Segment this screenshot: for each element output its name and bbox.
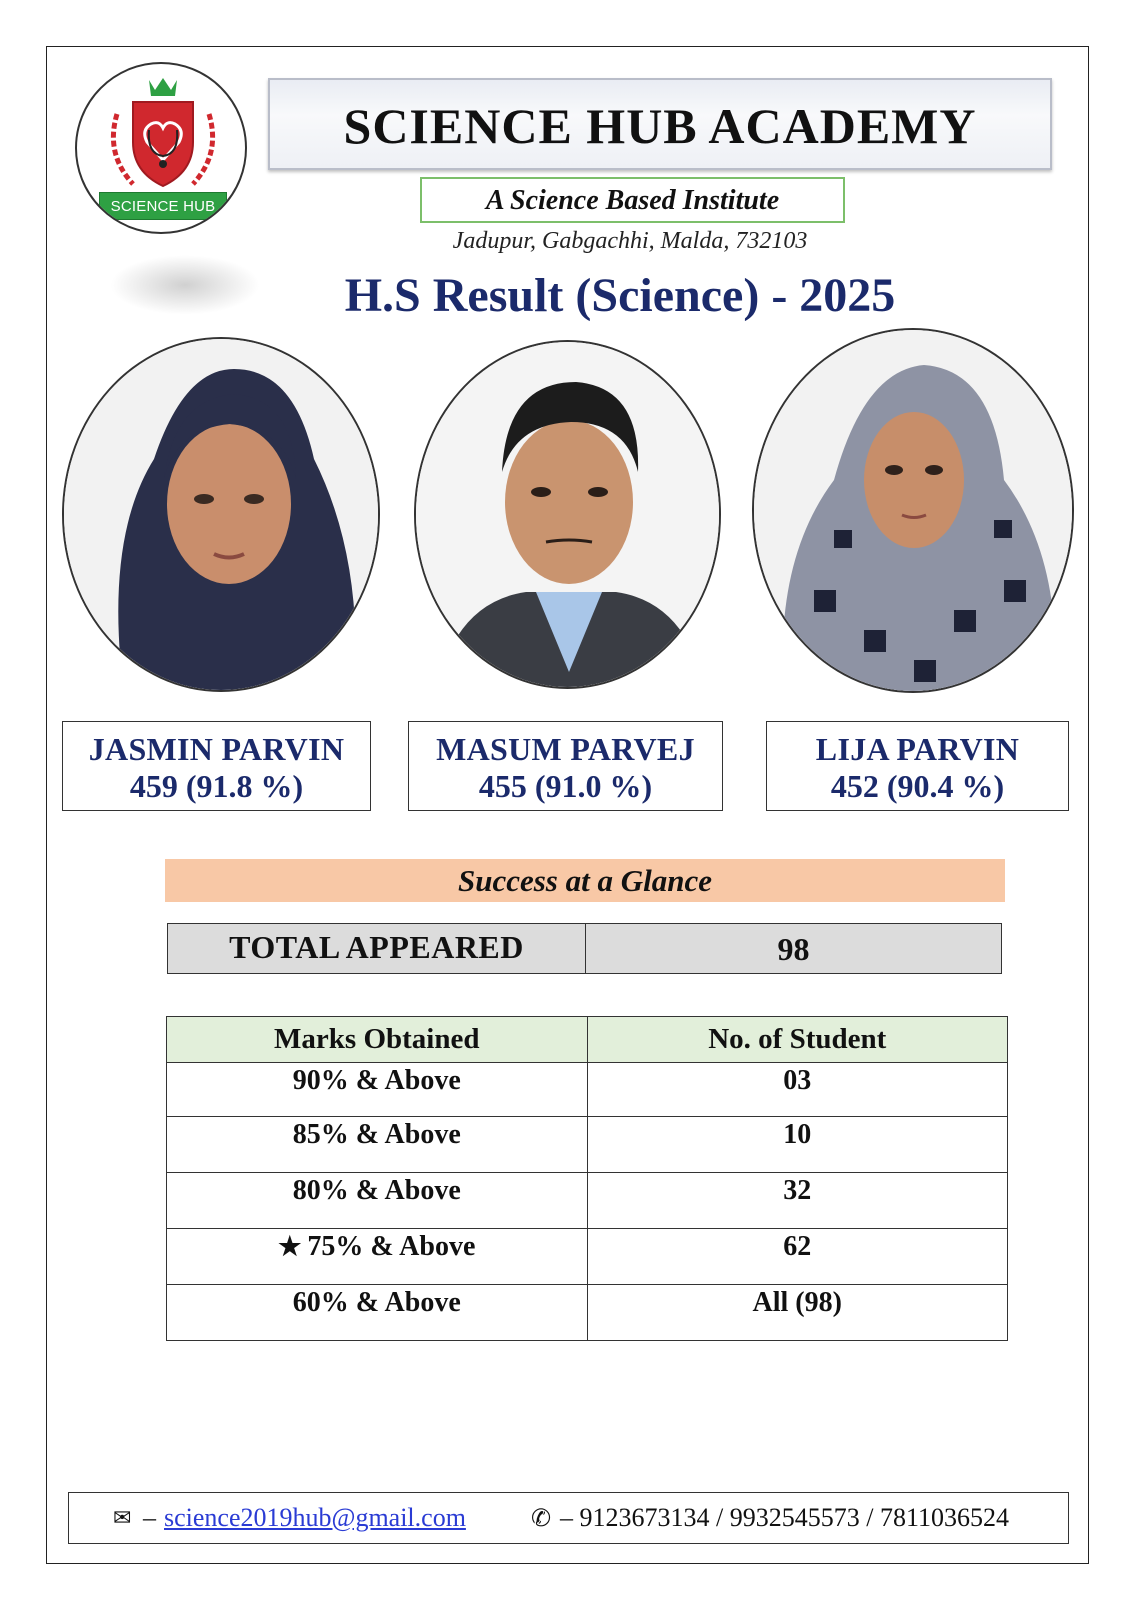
marks-range: 90% & Above: [167, 1063, 588, 1117]
marks-range: 80% & Above: [167, 1173, 588, 1229]
marks-range-cell: [167, 1229, 588, 1285]
column-header-marks: Marks Obtained: [167, 1017, 588, 1063]
student-count: 03: [587, 1063, 1008, 1117]
total-appeared-label: TOTAL APPEARED: [168, 924, 586, 973]
logo-text: SCIENCE HUB: [99, 192, 227, 220]
contact-footer: [68, 1492, 1069, 1544]
topper-card-1: [62, 721, 371, 811]
topper-name: LIJA PARVIN: [815, 731, 1020, 767]
marks-range: 75% & Above: [307, 1231, 476, 1262]
success-band: [165, 859, 1005, 902]
table-row: [167, 1173, 1008, 1229]
subtitle: A Science Based Institute: [485, 185, 780, 216]
total-appeared-row: [167, 923, 1002, 974]
academy-logo: [75, 62, 247, 234]
topper-score: 455 (91.0 %): [478, 768, 653, 804]
topper-score: 459 (91.8 %): [129, 768, 304, 804]
star-icon: ★: [278, 1232, 302, 1261]
table-row: [167, 1117, 1008, 1173]
topper-card-2: [408, 721, 723, 811]
success-band-label: Success at a Glance: [457, 863, 712, 898]
topper-photo-2: [414, 340, 721, 689]
topper-photo-3: [752, 328, 1074, 693]
student-count: 32: [587, 1173, 1008, 1229]
phone-icon: ✆: [531, 1504, 552, 1532]
table-header-row: [167, 1017, 1008, 1063]
student-count: 62: [587, 1229, 1008, 1285]
topper-score: 452 (90.4 %): [830, 768, 1005, 804]
topper-card-3: [766, 721, 1069, 811]
address: Jadupur, Gabgachhi, Malda, 732103: [452, 228, 808, 254]
result-title: H.S Result (Science) - 2025: [344, 269, 896, 322]
column-header-students: No. of Student: [587, 1017, 1008, 1063]
email-dash: –: [143, 1503, 156, 1532]
email-link[interactable]: science2019hub@gmail.com: [164, 1503, 466, 1532]
subtitle-box: [420, 177, 845, 223]
mail-icon: ✉: [113, 1506, 132, 1531]
phone-numbers: – 9123673134 / 9932545573 / 7811036524: [560, 1503, 1009, 1532]
topper-name: MASUM PARVEJ: [436, 731, 695, 767]
total-appeared-value: 98: [777, 931, 810, 967]
marks-range: 85% & Above: [167, 1117, 588, 1173]
student-count: 10: [587, 1117, 1008, 1173]
academy-title: SCIENCE HUB ACADEMY: [343, 98, 977, 154]
marks-range: 60% & Above: [167, 1285, 588, 1341]
title-banner: [268, 78, 1052, 170]
table-row: [167, 1063, 1008, 1117]
table-row: [167, 1285, 1008, 1341]
table-row: [167, 1229, 1008, 1285]
student-count: All (98): [587, 1285, 1008, 1341]
topper-name: JASMIN PARVIN: [88, 731, 345, 767]
topper-photo-1: [62, 337, 380, 692]
marks-table: [166, 1016, 1008, 1341]
